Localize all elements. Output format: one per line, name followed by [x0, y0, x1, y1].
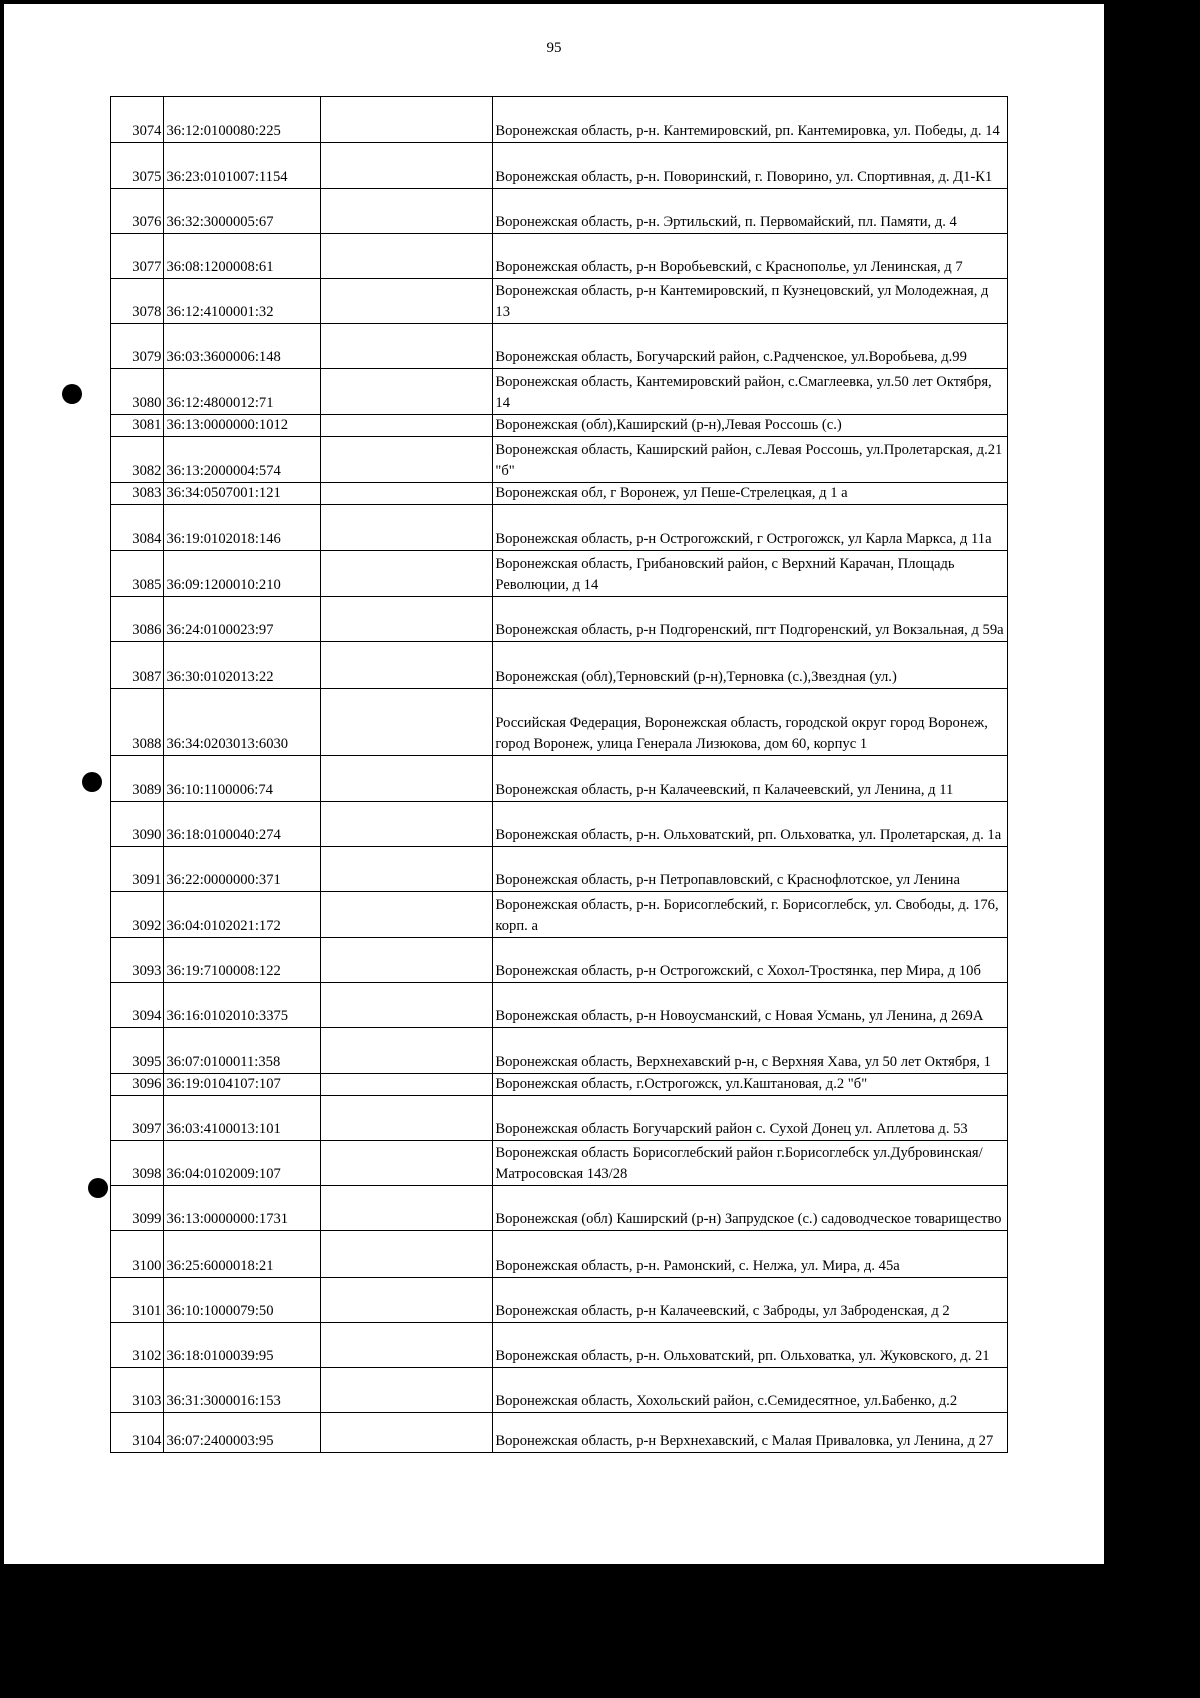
row-number: 3081 — [111, 415, 164, 437]
address-cell: Воронежская область, р-н Петропавловский, с Краснофлотское, ул Ленина — [493, 847, 1008, 892]
empty-cell — [320, 1096, 493, 1141]
cadastral-number: 36:24:0100023:97 — [164, 597, 320, 642]
row-number: 3103 — [111, 1368, 164, 1413]
table-row — [111, 1368, 1008, 1413]
row-number: 3082 — [111, 437, 164, 483]
empty-cell — [320, 234, 493, 279]
table-row — [111, 1231, 1008, 1278]
cadastral-number: 36:18:0100039:95 — [164, 1323, 320, 1368]
row-number: 3102 — [111, 1323, 164, 1368]
row-number: 3086 — [111, 597, 164, 642]
empty-cell — [320, 415, 493, 437]
address-cell: Воронежская область, р-н. Ольховатский, рп. Ольховатка, ул. Пролетарская, д. 1а — [493, 802, 1008, 847]
cadastral-number: 36:04:0102021:172 — [164, 892, 320, 938]
empty-cell — [320, 1186, 493, 1231]
address-cell: Воронежская (обл) Каширский (р-н) Запрудское (с.) садоводческое товарищество — [493, 1186, 1008, 1231]
row-number: 3091 — [111, 847, 164, 892]
address-cell: Воронежская область, р-н Воробьевский, с Краснополье, ул Ленинская, д 7 — [493, 234, 1008, 279]
cadastral-number: 36:16:0102010:3375 — [164, 983, 320, 1028]
table-row — [111, 892, 1008, 938]
address-cell: Воронежская область Богучарский район с. Сухой Донец ул. Аплетова д. 53 — [493, 1096, 1008, 1141]
empty-cell — [320, 847, 493, 892]
empty-cell — [320, 189, 493, 234]
address-cell: Воронежская область, Кантемировский район, с.Смаглеевка, ул.50 лет Октября, 14 — [493, 369, 1008, 415]
table-row — [111, 983, 1008, 1028]
cadastral-number: 36:13:0000000:1731 — [164, 1186, 320, 1231]
table-row — [111, 1141, 1008, 1186]
cadastral-number: 36:08:1200008:61 — [164, 234, 320, 279]
row-number: 3087 — [111, 642, 164, 689]
empty-cell — [320, 983, 493, 1028]
cadastral-number: 36:12:4800012:71 — [164, 369, 320, 415]
empty-cell — [320, 756, 493, 802]
cadastral-number: 36:12:4100001:32 — [164, 279, 320, 324]
table-row — [111, 756, 1008, 802]
row-number: 3104 — [111, 1413, 164, 1453]
punch-hole-mark — [82, 772, 102, 792]
address-cell: Воронежская область, р-н. Рамонский, с. Нелжа, ул. Мира, д. 45а — [493, 1231, 1008, 1278]
address-cell: Воронежская область, р-н. Поворинский, г. Поворино, ул. Спортивная, д. Д1-К1 — [493, 143, 1008, 189]
empty-cell — [320, 1074, 493, 1096]
table-row — [111, 483, 1008, 505]
table-row — [111, 324, 1008, 369]
table-row — [111, 1028, 1008, 1074]
cadastral-number: 36:34:0507001:121 — [164, 483, 320, 505]
cadastral-number: 36:07:2400003:95 — [164, 1413, 320, 1453]
row-number: 3100 — [111, 1231, 164, 1278]
table-row — [111, 802, 1008, 847]
row-number: 3077 — [111, 234, 164, 279]
page-number: 95 — [546, 40, 562, 56]
address-cell: Воронежская область, р-н. Борисоглебский, г. Борисоглебск, ул. Свободы, д. 176, корп. а — [493, 892, 1008, 938]
address-cell: Воронежская область, Богучарский район, с.Радченское, ул.Воробьева, д.99 — [493, 324, 1008, 369]
row-number: 3089 — [111, 756, 164, 802]
empty-cell — [320, 1323, 493, 1368]
cadastral-number: 36:18:0100040:274 — [164, 802, 320, 847]
address-cell: Воронежская область Борисоглебский район г.Борисоглебск ул.Дубровинская/Матросовская 143/28 — [493, 1141, 1008, 1186]
empty-cell — [320, 483, 493, 505]
row-number: 3101 — [111, 1278, 164, 1323]
table-row — [111, 1413, 1008, 1453]
row-number: 3080 — [111, 369, 164, 415]
cadastral-number: 36:10:1100006:74 — [164, 756, 320, 802]
address-cell: Российская Федерация, Воронежская область, городской округ город Воронеж, город Воронеж, улица Генерала Лизюкова, дом 60, корпус 1 — [493, 689, 1008, 756]
table-row — [111, 279, 1008, 324]
address-cell: Воронежская область, Верхнехавский р-н, с Верхняя Хава, ул 50 лет Октября, 1 — [493, 1028, 1008, 1074]
cadastral-number: 36:07:0100011:358 — [164, 1028, 320, 1074]
address-cell: Воронежская (обл),Терновский (р-н),Терновка (с.),Звездная (ул.) — [493, 642, 1008, 689]
table-row — [111, 847, 1008, 892]
table-row — [111, 689, 1008, 756]
table-row — [111, 143, 1008, 189]
address-cell: Воронежская область, р-н Верхнехавский, с Малая Приваловка, ул Ленина, д 27 — [493, 1413, 1008, 1453]
cadastral-number: 36:19:7100008:122 — [164, 938, 320, 983]
cadastral-number: 36:09:1200010:210 — [164, 551, 320, 597]
table-row — [111, 1323, 1008, 1368]
table-row — [111, 97, 1008, 143]
address-cell: Воронежская обл, г Воронеж, ул Пеше-Стрелецкая, д 1 а — [493, 483, 1008, 505]
table-row — [111, 369, 1008, 415]
registry-table — [110, 96, 1008, 1453]
row-number: 3074 — [111, 97, 164, 143]
row-number: 3084 — [111, 505, 164, 551]
row-number: 3095 — [111, 1028, 164, 1074]
empty-cell — [320, 1368, 493, 1413]
row-number: 3093 — [111, 938, 164, 983]
row-number: 3078 — [111, 279, 164, 324]
table-row — [111, 938, 1008, 983]
cadastral-number: 36:12:0100080:225 — [164, 97, 320, 143]
cadastral-number: 36:04:0102009:107 — [164, 1141, 320, 1186]
address-cell: Воронежская область, р-н Калачеевский, п Калачеевский, ул Ленина, д 11 — [493, 756, 1008, 802]
row-number: 3098 — [111, 1141, 164, 1186]
empty-cell — [320, 642, 493, 689]
empty-cell — [320, 1231, 493, 1278]
empty-cell — [320, 279, 493, 324]
cadastral-number: 36:25:6000018:21 — [164, 1231, 320, 1278]
address-cell: Воронежская область, р-н. Кантемировский, рп. Кантемировка, ул. Победы, д. 14 — [493, 97, 1008, 143]
empty-cell — [320, 802, 493, 847]
row-number: 3097 — [111, 1096, 164, 1141]
address-cell: Воронежская область, р-н Острогожский, г Острогожск, ул Карла Маркса, д 11а — [493, 505, 1008, 551]
row-number: 3094 — [111, 983, 164, 1028]
row-number: 3090 — [111, 802, 164, 847]
table-row — [111, 1074, 1008, 1096]
cadastral-number: 36:03:3600006:148 — [164, 324, 320, 369]
row-number: 3085 — [111, 551, 164, 597]
cadastral-number: 36:32:3000005:67 — [164, 189, 320, 234]
address-cell: Воронежская область, р-н Калачеевский, с Заброды, ул Заброденская, д 2 — [493, 1278, 1008, 1323]
table-row — [111, 189, 1008, 234]
empty-cell — [320, 597, 493, 642]
row-number: 3092 — [111, 892, 164, 938]
cadastral-number: 36:34:0203013:6030 — [164, 689, 320, 756]
row-number: 3096 — [111, 1074, 164, 1096]
address-cell: Воронежская область, Грибановский район, с Верхний Карачан, Площадь Революции, д 14 — [493, 551, 1008, 597]
table-row — [111, 1186, 1008, 1231]
row-number: 3088 — [111, 689, 164, 756]
empty-cell — [320, 551, 493, 597]
empty-cell — [320, 324, 493, 369]
empty-cell — [320, 1028, 493, 1074]
empty-cell — [320, 892, 493, 938]
table-row — [111, 642, 1008, 689]
address-cell: Воронежская область, р-н. Эртильский, п. Первомайский, пл. Памяти, д. 4 — [493, 189, 1008, 234]
row-number: 3075 — [111, 143, 164, 189]
address-cell: Воронежская область, Каширский район, с.Левая Россошь, ул.Пролетарская, д.21 "б" — [493, 437, 1008, 483]
cadastral-number: 36:19:0102018:146 — [164, 505, 320, 551]
empty-cell — [320, 505, 493, 551]
empty-cell — [320, 97, 493, 143]
address-cell: Воронежская область, р-н Острогожский, с Хохол-Тростянка, пер Мира, д 10б — [493, 938, 1008, 983]
table-row — [111, 437, 1008, 483]
address-cell: Воронежская область, Хохольский район, с.Семидесятное, ул.Бабенко, д.2 — [493, 1368, 1008, 1413]
row-number: 3083 — [111, 483, 164, 505]
cadastral-number: 36:03:4100013:101 — [164, 1096, 320, 1141]
empty-cell — [320, 689, 493, 756]
empty-cell — [320, 369, 493, 415]
table-row — [111, 505, 1008, 551]
punch-hole-mark — [88, 1178, 108, 1198]
table-row — [111, 1278, 1008, 1323]
row-number: 3076 — [111, 189, 164, 234]
cadastral-number: 36:10:1000079:50 — [164, 1278, 320, 1323]
table-row — [111, 597, 1008, 642]
empty-cell — [320, 938, 493, 983]
cadastral-number: 36:31:3000016:153 — [164, 1368, 320, 1413]
empty-cell — [320, 1278, 493, 1323]
address-cell: Воронежская область, р-н Новоусманский, с Новая Усмань, ул Ленина, д 269А — [493, 983, 1008, 1028]
empty-cell — [320, 437, 493, 483]
punch-hole-mark — [62, 384, 82, 404]
empty-cell — [320, 1141, 493, 1186]
table-row — [111, 1096, 1008, 1141]
cadastral-number: 36:22:0000000:371 — [164, 847, 320, 892]
address-cell: Воронежская (обл),Каширский (р-н),Левая Россошь (с.) — [493, 415, 1008, 437]
registry-table-body — [111, 97, 1008, 1453]
address-cell: Воронежская область, р-н. Ольховатский, рп. Ольховатка, ул. Жуковского, д. 21 — [493, 1323, 1008, 1368]
address-cell: Воронежская область, р-н Кантемировский, п Кузнецовский, ул Молодежная, д 13 — [493, 279, 1008, 324]
cadastral-number: 36:13:2000004:574 — [164, 437, 320, 483]
empty-cell — [320, 1413, 493, 1453]
table-row — [111, 234, 1008, 279]
address-cell: Воронежская область, г.Острогожск, ул.Каштановая, д.2 "б" — [493, 1074, 1008, 1096]
cadastral-number: 36:19:0104107:107 — [164, 1074, 320, 1096]
cadastral-number: 36:13:0000000:1012 — [164, 415, 320, 437]
empty-cell — [320, 143, 493, 189]
row-number: 3099 — [111, 1186, 164, 1231]
cadastral-number: 36:23:0101007:1154 — [164, 143, 320, 189]
cadastral-number: 36:30:0102013:22 — [164, 642, 320, 689]
row-number: 3079 — [111, 324, 164, 369]
address-cell: Воронежская область, р-н Подгоренский, пгт Подгоренский, ул Вокзальная, д 59а — [493, 597, 1008, 642]
table-row — [111, 551, 1008, 597]
table-row — [111, 415, 1008, 437]
